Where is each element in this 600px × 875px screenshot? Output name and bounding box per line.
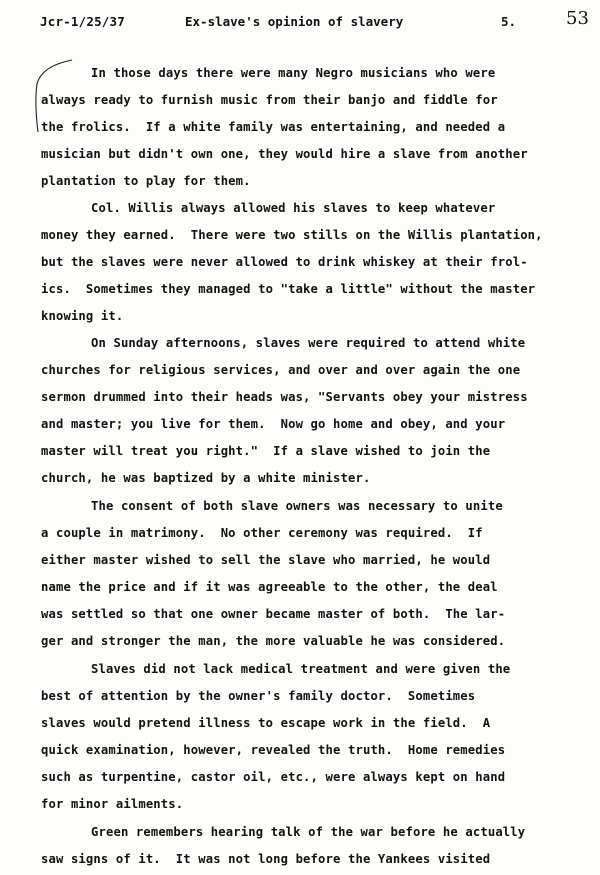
text-line: Green remembers hearing talk of the war before he actually — [91, 825, 526, 839]
text-line: always ready to furnish music from their banjo and fiddle for — [41, 93, 498, 107]
page-header — [40, 8, 596, 38]
text-line: ics. Sometimes they managed to "take a little" without the master — [41, 282, 536, 296]
text-line: On Sunday afternoons, slaves were required to attend white — [91, 336, 526, 350]
text-line: name the price and if it was agreeable to the other, the deal — [41, 580, 498, 594]
text-line: slaves would pretend illness to escape work in the field. A — [41, 716, 491, 730]
text-line: Col. Willis always allowed his slaves to keep whatever — [91, 201, 496, 215]
text-line: master will treat you right." If a slave wished to join the — [41, 444, 491, 458]
text-line: a couple in matrimony. No other ceremony was required. If — [41, 526, 483, 540]
text-line: money they earned. There were two stills on the Willis plantation, — [41, 228, 543, 242]
text-line: and master; you live for them. Now go home and obey, and your — [41, 417, 506, 431]
page-number: 5. — [501, 14, 517, 29]
text-line: In those days there were many Negro musicians who were — [91, 66, 496, 80]
text-line: ger and stronger the man, the more valuable he was considered. — [41, 634, 506, 648]
text-line: such as turpentine, castor oil, etc., were always kept on hand — [41, 770, 506, 784]
text-line: either master wished to sell the slave who married, he would — [41, 553, 491, 567]
text-line: quick examination, however, revealed the truth. Home remedies — [41, 743, 506, 757]
folio-number: 53 — [566, 8, 589, 29]
text-line: musician but didn't own one, they would hire a slave from another — [41, 147, 528, 161]
text-line: saw signs of it. It was not long before the Yankees visited — [41, 852, 491, 866]
text-line: knowing it. — [41, 309, 124, 323]
interview-code: Jcr-1/25/37 — [40, 14, 125, 29]
text-line: Slaves did not lack medical treatment and were given the — [91, 662, 511, 676]
text-line: but the slaves were never allowed to drink whiskey at their frol- — [41, 255, 528, 269]
text-line: the frolics. If a white family was entertaining, and needed a — [41, 120, 506, 134]
text-line: churches for religious services, and over and over again the one — [41, 363, 521, 377]
text-line: plantation to play for them. — [41, 174, 251, 188]
document-title: Ex-slave's opinion of slavery — [185, 14, 404, 29]
text-line: The consent of both slave owners was necessary to unite — [91, 499, 503, 513]
text-line: sermon drummed into their heads was, "Servants obey your mistress — [41, 390, 528, 404]
text-line: was settled so that one owner became master of both. The lar- — [41, 607, 506, 621]
text-line: best of attention by the owner's family doctor. Sometimes — [41, 689, 476, 703]
text-line: for minor ailments. — [41, 797, 184, 811]
text-line: church, he was baptized by a white minister. — [41, 471, 371, 485]
